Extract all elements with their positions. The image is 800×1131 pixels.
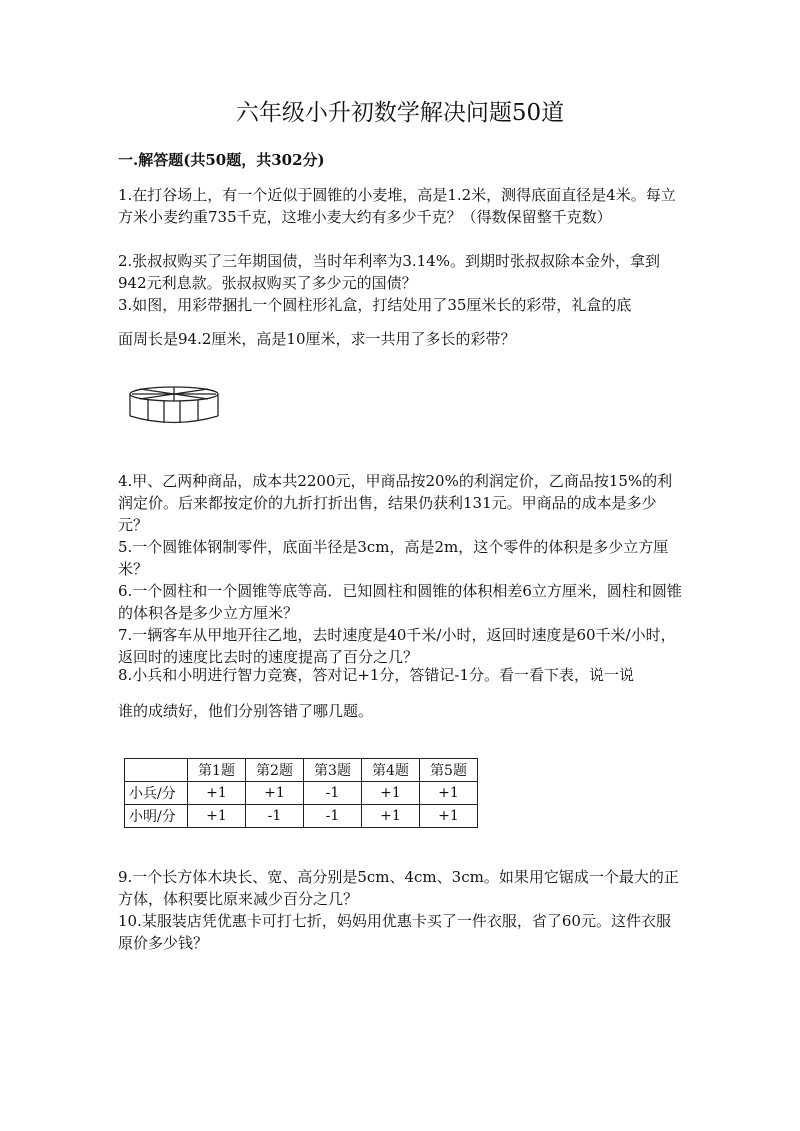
question-text: 3.如图，用彩带捆扎一个圆柱形礼盒，打结处用了35厘米长的彩带，礼盒的底	[118, 296, 632, 314]
table-cell: +1	[420, 805, 478, 828]
table-header-cell: 第2题	[246, 759, 304, 782]
table-cell: -1	[304, 805, 362, 828]
question-text: 4.甲、乙两种商品，成本共2200元，甲商品按20%的利润定价，乙商品按15%的利润定价。后来都按定价的九折打折出售，结果仍获利131元。甲商品的成本是多少元？	[118, 472, 673, 534]
question-text: 2.张叔叔购买了三年期国债，当时年利率为3.14%。到期时张叔叔除本金外，拿到942元利息款。张叔叔购买了多少元的国债？	[118, 252, 660, 292]
question-text: 谁的成绩好，他们分别答错了哪几题。	[118, 702, 374, 720]
section-heading: 一.解答题(共50题，共302分)	[118, 151, 325, 169]
table-cell: -1	[246, 805, 304, 828]
question-text: 面周长是94.2厘米，高是10厘米，求一共用了多长的彩带？	[118, 330, 516, 348]
table-header-cell: 第1题	[188, 759, 246, 782]
question-text: 1.在打谷场上，有一个近似于圆锥的小麦堆，高是1.2米，测得底面直径是4米。每立方米小麦约重735千克，这堆小麦大约有多少千克？（得数保留整千克数）	[118, 186, 676, 226]
table-cell: +1	[246, 782, 304, 805]
question-3-line-2	[118, 328, 684, 350]
question-5	[118, 536, 684, 580]
question-text: 10.某服装店凭优惠卡可打七折，妈妈用优惠卡买了一件衣服，省了60元。这件衣服原价多少钱？	[118, 912, 671, 952]
question-text: 8.小兵和小明进行智力竞赛，答对记+1分，答错记-1分。看一看下表，说一说	[118, 666, 635, 684]
question-text: 7.一辆客车从甲地开往乙地，去时速度是40千米/小时，返回时速度是60千米/小时，返回时的速度比去时的速度提高了百分之几？	[118, 626, 676, 666]
question-1	[118, 184, 684, 228]
question-8-line-1	[118, 664, 684, 686]
table-cell: +1	[188, 805, 246, 828]
table-cell: +1	[362, 782, 420, 805]
gift-box-figure	[126, 383, 222, 429]
question-9	[118, 866, 684, 910]
question-4	[118, 470, 684, 536]
table-header-cell: 第5题	[420, 759, 478, 782]
table-header-row	[125, 759, 478, 782]
table-cell: +1	[420, 782, 478, 805]
question-text: 6.一个圆柱和一个圆锥等底等高．已知圆柱和圆锥的体积相差6立方厘米，圆柱和圆锥的体积各是多少立方厘米？	[118, 582, 682, 622]
table-cell: +1	[188, 782, 246, 805]
question-8-line-2	[118, 700, 684, 722]
question-10	[118, 910, 684, 954]
page-title: 六年级小升初数学解决问题50道	[235, 100, 565, 126]
question-6	[118, 580, 684, 624]
question-7	[118, 624, 684, 668]
table-header-cell: 第3题	[304, 759, 362, 782]
table-row-label: 小明/分	[125, 805, 188, 828]
question-text: 9.一个长方体木块长、宽、高分别是5cm、4cm、3cm。如果用它锯成一个最大的正方体，体积要比原来减少百分之几？	[118, 868, 679, 908]
table-row	[125, 805, 478, 828]
table-cell: +1	[362, 805, 420, 828]
table-corner-cell	[125, 759, 188, 782]
table-cell: -1	[304, 782, 362, 805]
table-row-label: 小兵/分	[125, 782, 188, 805]
table-header-cell: 第4题	[362, 759, 420, 782]
table-row	[125, 782, 478, 805]
question-2	[118, 250, 684, 294]
question-text: 5.一个圆锥体钢制零件，底面半径是3cm，高是2m，这个零件的体积是多少立方厘米？	[118, 538, 669, 578]
question-3-line-1	[118, 294, 684, 316]
score-table	[124, 758, 478, 828]
